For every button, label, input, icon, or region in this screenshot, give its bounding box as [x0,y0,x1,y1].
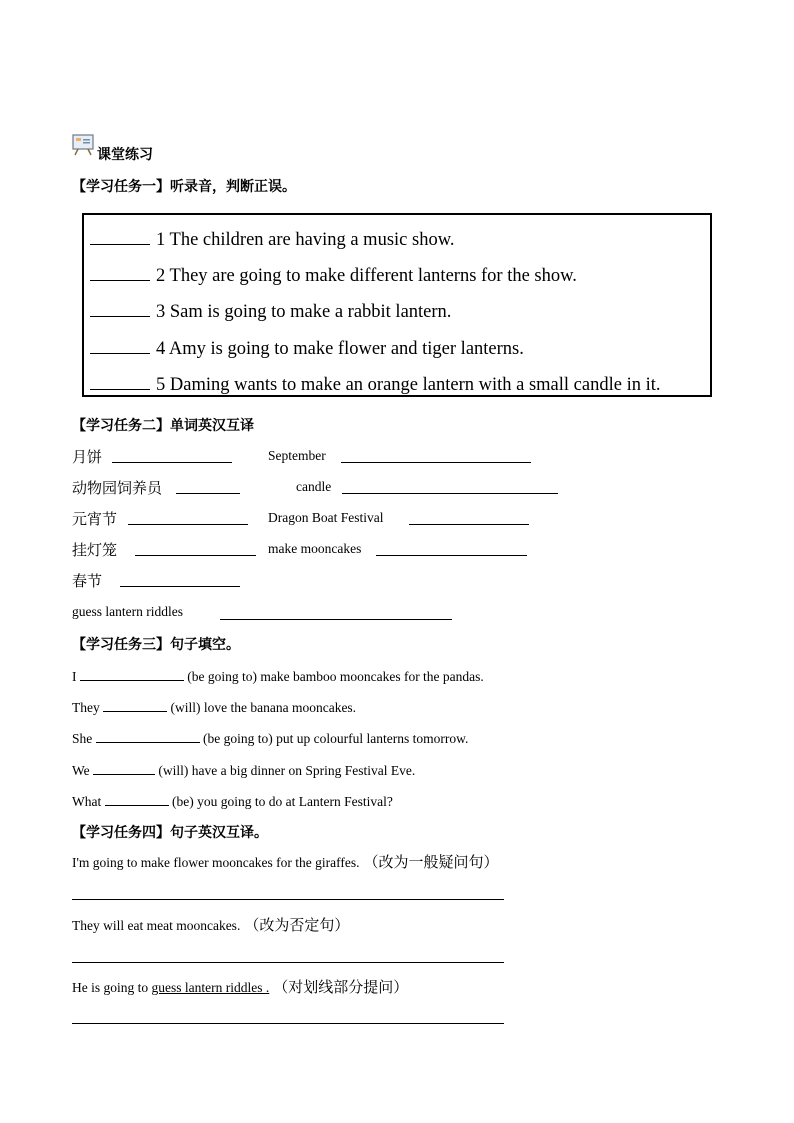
underlined-phrase: guess lantern riddles [151,980,263,995]
transform-question-2: They will eat meat mooncakes. （改为否定句） [72,916,350,934]
answer-blank[interactable] [105,791,169,806]
word-en-1: September [268,448,326,463]
answer-line[interactable] [72,962,504,963]
word-en-5: guess lantern riddles [72,604,183,619]
answer-blank[interactable] [103,697,167,712]
true-false-box [82,213,712,397]
fill-sentence: I (be going to) make bamboo mooncakes for the pandas. [72,666,484,685]
fill-sentence: She (be going to) put up colourful lanterns tomorrow. [72,728,468,747]
word-cn-3: 元宵节 [72,510,118,528]
tf-item: 2 They are going to make different lanterns for the show. [90,263,577,287]
answer-blank[interactable] [112,448,232,463]
fill-sentence: They (will) love the banana mooncakes. [72,697,356,716]
tf-item: 5 Daming wants to make an orange lantern with a small candle in it. [90,372,661,396]
whiteboard-icon [72,134,94,156]
answer-blank[interactable] [135,541,256,556]
fill-sentence: What (be) you going to do at Lantern Festival? [72,791,393,810]
fill-sentence: We (will) have a big dinner on Spring Festival Eve. [72,760,415,779]
word-cn-4: 挂灯笼 [72,541,118,559]
word-en-4: make mooncakes [268,541,362,556]
answer-blank[interactable] [341,448,531,463]
answer-line[interactable] [72,1023,504,1024]
task4-heading: 【学习任务四】句子英汉互译。 [72,825,268,841]
word-cn-1: 月饼 [72,448,103,466]
answer-blank[interactable] [176,479,240,494]
answer-blank[interactable] [90,227,150,245]
answer-blank[interactable] [93,760,155,775]
transform-question-1: I'm going to make flower mooncakes for the giraffes. （改为一般疑问句） [72,853,499,871]
answer-blank[interactable] [80,666,184,681]
task3-heading: 【学习任务三】句子填空。 [72,637,240,653]
answer-line[interactable] [72,899,504,900]
word-cn-2: 动物园饲养员 [72,479,163,497]
word-en-3: Dragon Boat Festival [268,510,384,525]
answer-blank[interactable] [90,299,150,317]
word-cn-5: 春节 [72,572,103,590]
answer-blank[interactable] [90,263,150,281]
task1-heading: 【学习任务一】听录音，判断正误。 [72,179,296,195]
answer-blank[interactable] [90,372,150,390]
section-title: 课堂练习 [97,147,153,163]
answer-blank[interactable] [220,605,452,620]
tf-item: 1 The children are having a music show. [90,227,454,251]
transform-question-3: He is going to guess lantern riddles . （对划线部分提问） [72,978,409,996]
tf-item: 3 Sam is going to make a rabbit lantern. [90,299,451,323]
answer-blank[interactable] [342,479,558,494]
answer-blank[interactable] [409,510,529,525]
answer-blank[interactable] [96,728,200,743]
answer-blank[interactable] [120,572,240,587]
answer-blank[interactable] [128,510,248,525]
answer-blank[interactable] [376,541,527,556]
answer-blank[interactable] [90,336,150,354]
tf-item: 4 Amy is going to make flower and tiger lanterns. [90,336,524,360]
word-en-2: candle [296,479,332,494]
task2-heading: 【学习任务二】单词英汉互译 [72,418,254,434]
